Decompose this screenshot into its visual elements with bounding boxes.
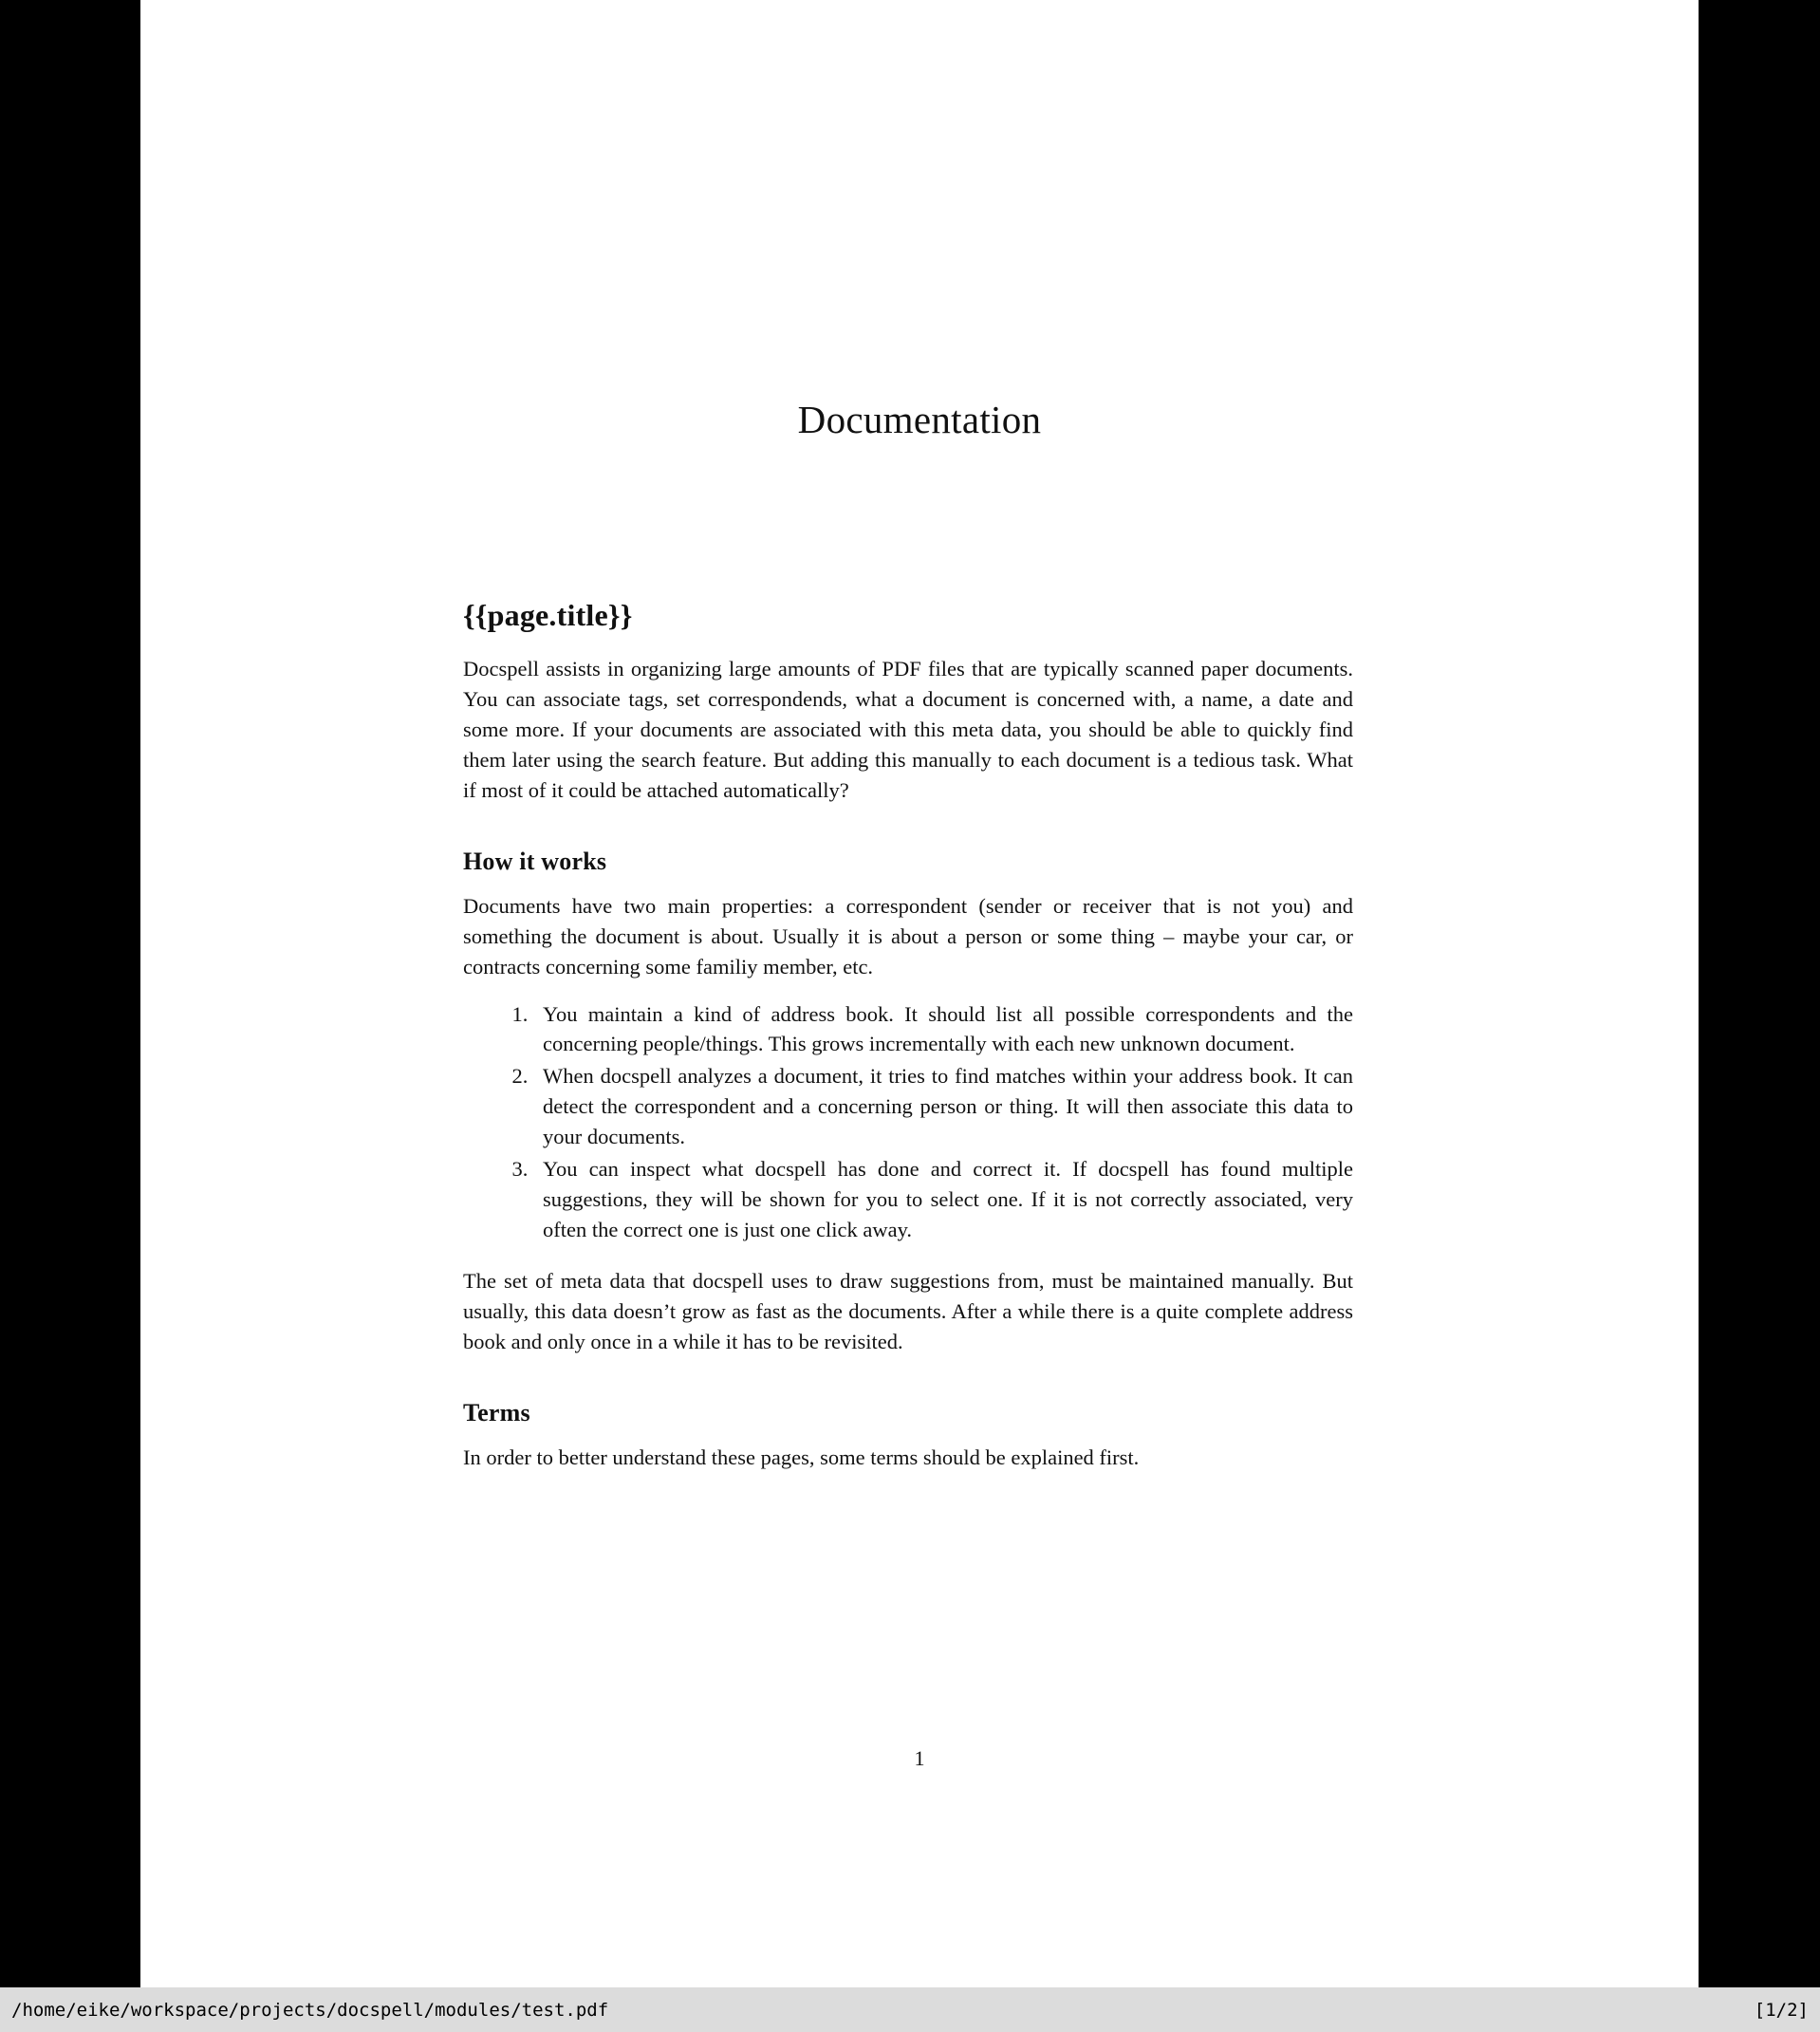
status-page-indicator: [1/2]: [1754, 1999, 1809, 2021]
pdf-page: [140, 0, 1699, 1987]
meta-data-paragraph: The set of meta data that docspell uses to draw suggestions from, must be maintained manually. But usually, this data doesn’t grow as fast as the documents. After a while there is a quite complete address book and only once in a while it has to be revisited.: [463, 1269, 1353, 1353]
document-title: Documentation: [797, 398, 1042, 441]
status-bar: [0, 1987, 1820, 2032]
list-item: 2. When docspell analyzes a document, it tries to find matches within your address book. It can detect the correspondent and a concerning person or thing. It will then associate this data to your documents.: [533, 1061, 1353, 1152]
list-item: 1. You maintain a kind of address book. It should list all possible correspondents and the concerning people/things. This grows incrementally with each new unknown document.: [533, 999, 1353, 1060]
how-it-works-list: [463, 999, 1353, 1246]
intro-paragraph: Docspell assists in organizing large amounts of PDF files that are typically scanned paper documents. You can associate tags, set correspondends, what a document is concerned with, a name, a date and some more. If your documents are associated with this meta data, you should be able to quickly find them later using the search feature. But adding this manually to each document is a tedious task. What if most of it could be attached automatically?: [463, 657, 1353, 802]
section-heading-terms: Terms: [463, 1398, 530, 1426]
section-heading-how-it-works: How it works: [463, 847, 607, 875]
section-heading-page-title: {{page.title}}: [463, 598, 633, 632]
status-file-path: /home/eike/workspace/projects/docspell/modules/test.pdf: [11, 1999, 609, 2021]
document-body: [140, 0, 1699, 1987]
list-item: 3. You can inspect what docspell has done and correct it. If docspell has found multiple suggestions, they will be shown for you to select one. If it is not correctly associated, very often the correct one is just one click away.: [533, 1154, 1353, 1245]
terms-paragraph: In order to better understand these pages, some terms should be explained first.: [463, 1445, 1140, 1469]
how-it-works-paragraph: Documents have two main properties: a correspondent (sender or receiver that is not you) and something the document is about. Usually it is about a person or some thing – maybe your car, or contracts concerning some familiy member, etc.: [463, 893, 1353, 979]
document-text-column: [463, 598, 1353, 1490]
page-number: 1: [914, 1746, 925, 1770]
